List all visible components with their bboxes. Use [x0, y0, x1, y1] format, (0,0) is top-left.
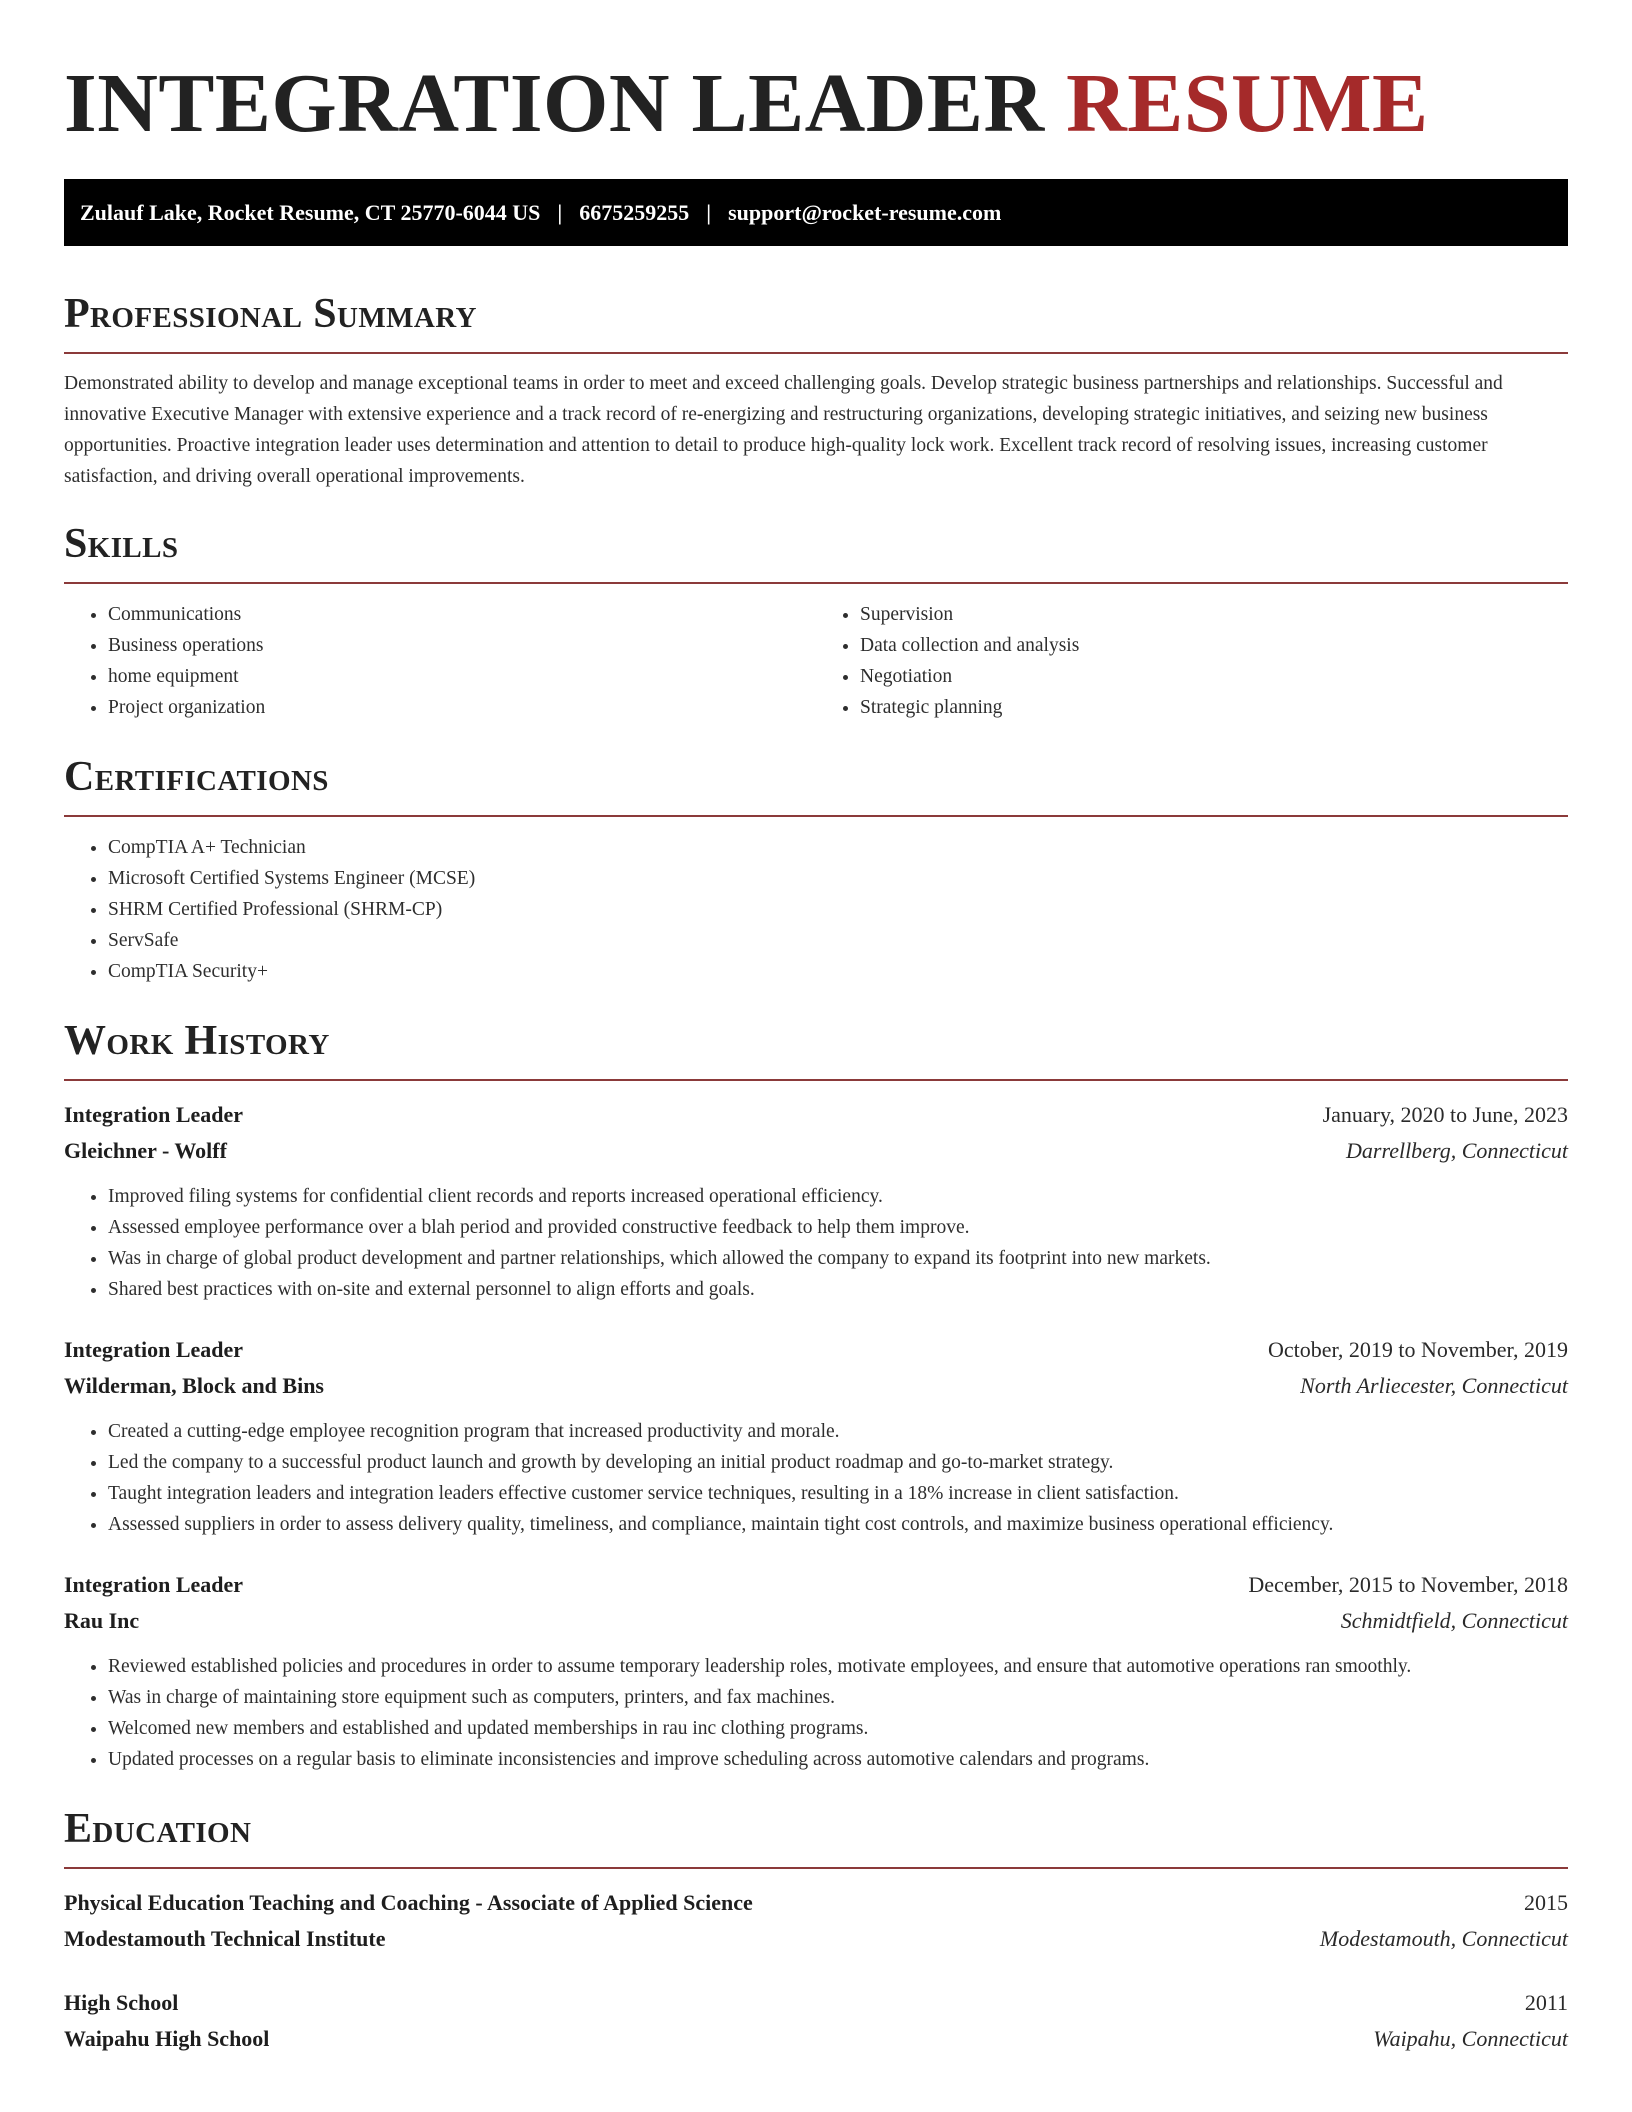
job-title: Integration Leader [64, 1572, 244, 1597]
certification-item: • CompTIA A+ Technician [108, 832, 1568, 863]
skill-item: • Business operations [108, 630, 816, 661]
job-title: Integration Leader [64, 1102, 244, 1127]
job-bullet: • Was in charge of maintaining store equipment such as computers, printers, and fax machines. [108, 1682, 1568, 1713]
section-divider [64, 1867, 1568, 1869]
certifications-heading: Certifications [64, 754, 329, 800]
skill-item: • home equipment [108, 661, 816, 692]
job-entry [64, 1097, 1568, 1305]
education-section [64, 1805, 1568, 2057]
work-history-heading: Work History [64, 1018, 330, 1064]
job-location: Darrellberg, Connecticut [1346, 1138, 1568, 1163]
contact-phone[interactable]: 6675259255 [579, 199, 690, 225]
education-school: Waipahu High School [64, 2026, 270, 2051]
skill-item: • Negotiation [860, 661, 1568, 692]
education-school: Modestamouth Technical Institute [64, 1926, 386, 1951]
education-entry [64, 1885, 1568, 1957]
certification-item: • ServSafe [108, 925, 1568, 956]
job-bullet: • Reviewed established policies and procedures in order to assume temporary leadership roles, motivate employees, and ensure that automotive operations ran smoothly. [108, 1651, 1568, 1682]
job-bullet: • Welcomed new members and established and updated memberships in rau inc clothing programs. [108, 1713, 1568, 1744]
job-bullet: • Taught integration leaders and integration leaders effective customer service techniques, resulting in a 18% increase in client satisfaction. [108, 1478, 1568, 1509]
section-divider [64, 815, 1568, 817]
title-main: INTEGRATION LEADER [64, 57, 1045, 150]
skills-section [64, 520, 1568, 723]
certification-item: • SHRM Certified Professional (SHRM-CP) [108, 894, 1568, 925]
summary-text: Demonstrated ability to develop and manage exceptional teams in order to meet and exceed challenging goals. Develop strategic business partnerships and relationships. Successful and innovative Executive Manager with extensive experience and a track record of re-energizing and restructuring organizations, developing strategic initiatives, and seizing new business opportunities. Proactive integration leader uses determination and attention to detail to produce high-quality lock work. Excellent track record of resolving issues, increasing customer satisfaction, and driving overall operational improvements. [64, 373, 1503, 487]
section-divider [64, 1079, 1568, 1081]
skill-item: • Project organization [108, 692, 816, 723]
education-location: Modestamouth, Connecticut [1319, 1926, 1568, 1951]
title-accent: RESUME [1066, 57, 1429, 150]
certifications-list [64, 832, 1568, 987]
skill-item: • Data collection and analysis [860, 630, 1568, 661]
certification-item: • Microsoft Certified Systems Engineer (MCSE) [108, 863, 1568, 894]
contact-bar [64, 179, 1568, 246]
contact-address: Zulauf Lake, Rocket Resume, CT 25770-6044 US [80, 199, 541, 225]
job-bullet: • Assessed suppliers in order to assess delivery quality, timeliness, and compliance, maintain tight cost controls, and maximize business operational efficiency. [108, 1509, 1568, 1540]
skills-heading: Skills [64, 521, 179, 567]
education-entry [64, 1985, 1568, 2057]
job-bullet: • Was in charge of global product development and partner relationships, which allowed the company to expand its footprint into new markets. [108, 1243, 1568, 1274]
education-year: 2015 [1524, 1890, 1568, 1915]
job-bullets [64, 1651, 1568, 1775]
skills-list-left [64, 599, 816, 723]
skill-item: • Communications [108, 599, 816, 630]
section-divider [64, 582, 1568, 584]
job-location: North Arliecester, Connecticut [1300, 1373, 1568, 1398]
contact-separator: | [706, 199, 712, 225]
certification-item: • CompTIA Security+ [108, 956, 1568, 987]
job-title: Integration Leader [64, 1337, 244, 1362]
skill-item: • Strategic planning [860, 692, 1568, 723]
contact-email[interactable]: support@rocket-resume.com [728, 199, 1002, 225]
job-bullet: • Updated processes on a regular basis to eliminate inconsistencies and improve scheduling across automotive calendars and programs. [108, 1744, 1568, 1775]
job-location: Schmidtfield, Connecticut [1340, 1608, 1568, 1633]
education-location: Waipahu, Connecticut [1373, 2026, 1568, 2051]
contact-separator: | [557, 199, 563, 225]
job-dates: December, 2015 to November, 2018 [1248, 1572, 1568, 1597]
education-year: 2011 [1524, 1990, 1568, 2015]
education-degree: High School [64, 1990, 179, 2015]
job-company: Gleichner - Wolff [64, 1138, 227, 1163]
education-degree: Physical Education Teaching and Coaching - Associate of Applied Science [64, 1890, 753, 1915]
job-company: Wilderman, Block and Bins [64, 1373, 324, 1398]
job-bullets [64, 1181, 1568, 1305]
summary-heading: Professional Summary [64, 291, 477, 337]
job-dates: January, 2020 to June, 2023 [1322, 1102, 1568, 1127]
skills-list-right [816, 599, 1568, 723]
skill-item: • Supervision [860, 599, 1568, 630]
job-bullet: • Improved filing systems for confidential client records and reports increased operational efficiency. [108, 1181, 1568, 1212]
certifications-section [64, 753, 1568, 987]
job-dates: October, 2019 to November, 2019 [1267, 1337, 1568, 1362]
work-history-section [64, 1017, 1568, 1775]
job-entry [64, 1567, 1568, 1775]
job-company: Rau Inc [64, 1608, 140, 1633]
job-bullet: • Led the company to a successful product launch and growth by developing an initial product roadmap and go-to-market strategy. [108, 1447, 1568, 1478]
skills-grid [64, 599, 1568, 723]
section-divider [64, 352, 1568, 354]
education-heading: Education [64, 1806, 252, 1852]
resume-title [64, 0, 1568, 150]
job-bullet: • Assessed employee performance over a blah period and provided constructive feedback to help them improve. [108, 1212, 1568, 1243]
job-bullet: • Shared best practices with on-site and external personnel to align efforts and goals. [108, 1274, 1568, 1305]
summary-section [64, 290, 1568, 492]
job-bullets [64, 1416, 1568, 1540]
job-bullet: • Created a cutting-edge employee recognition program that increased productivity and morale. [108, 1416, 1568, 1447]
job-entry [64, 1332, 1568, 1540]
